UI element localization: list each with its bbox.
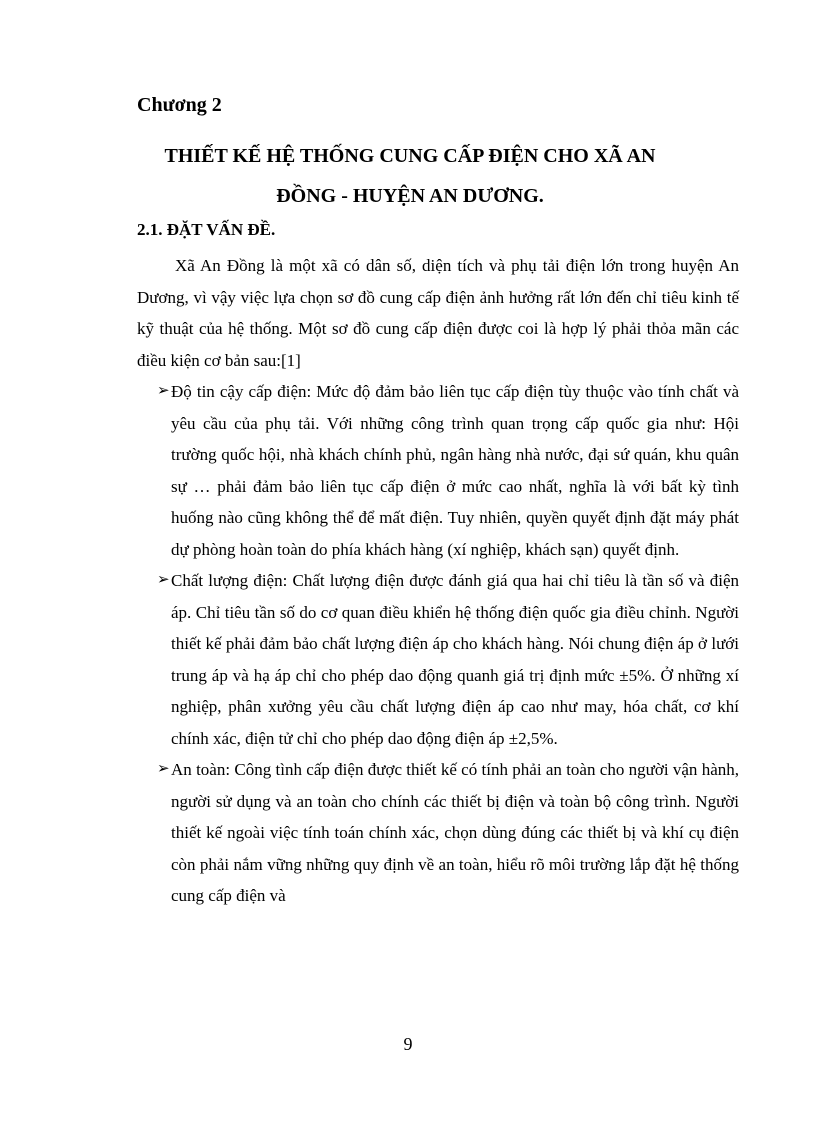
arrow-bullet-icon: ➢ xyxy=(157,572,170,588)
arrow-bullet-icon: ➢ xyxy=(157,383,170,399)
requirements-list xyxy=(137,376,739,912)
chapter-heading: Chương 2 xyxy=(137,94,222,116)
arrow-bullet-icon: ➢ xyxy=(157,761,170,777)
page-number: 9 xyxy=(403,1034,413,1054)
list-item-power-quality xyxy=(137,565,739,754)
list-item-text: Chất lượng điện: Chất lượng điện được đánh giá qua hai chỉ tiêu là tần số và điện áp. Chỉ tiêu tần số do cơ quan điều khiển hệ thống điện quốc gia điều chỉnh. Người thiết kế phải đảm bảo chất lượng điện áp cho khách hàng. Nói chung điện áp ở lưới trung áp và hạ áp chỉ cho phép dao động quanh giá trị định mức ±5%. Ở những xí nghiệp, phân xưởng yêu cầu chất lượng điện áp cao như may, hóa chất, cơ khí chính xác, điện tử chỉ cho phép dao động điện áp ±2,5%. xyxy=(171,571,739,748)
chapter-title-line-1: THIẾT KẾ HỆ THỐNG CUNG CẤP ĐIỆN CHO XÃ AN xyxy=(164,145,656,167)
list-item-text: Độ tin cậy cấp điện: Mức độ đảm bảo liên tục cấp điện tùy thuộc vào tính chất và yêu cầu của phụ tải. Với những công trình quan trọng cấp quốc gia như: Hội trường quốc hội, nhà khách chính phủ, ngân hàng nhà nước, đại sứ quán, khu quân sự … phải đảm bảo liên tục cấp điện ở mức cao nhất, nghĩa là với bất kỳ tình huống nào cũng không thể để mất điện. Tuy nhiên, quyền quyết định đặt máy phát dự phòng hoàn toàn do phía khách hàng (xí nghiệp, khách sạn) quyết định. xyxy=(171,382,739,559)
section-heading: 2.1. ĐẶT VẤN ĐỀ. xyxy=(137,220,276,239)
chapter-title-line-2: ĐỒNG - HUYỆN AN DƯƠNG. xyxy=(276,185,544,207)
chapter-title xyxy=(110,136,710,216)
intro-paragraph: Xã An Đồng là một xã có dân số, diện tích và phụ tải điện lớn trong huyện An Dương, vì vậy việc lựa chọn sơ đồ cung cấp điện ảnh hưởng rất lớn đến chỉ tiêu kinh tế kỹ thuật của hệ thống. Một sơ đồ cung cấp điện được coi là hợp lý phải thỏa mãn các điều kiện cơ bản sau:[1] xyxy=(137,256,739,370)
list-item-reliability xyxy=(137,376,739,565)
list-item-text: An toàn: Công tình cấp điện được thiết kế có tính phải an toàn cho người vận hành, người sử dụng và an toàn cho chính các thiết bị điện và toàn bộ công trình. Người thiết kế ngoài việc tính toán chính xác, chọn dùng đúng các thiết bị và khí cụ điện còn phải nắm vững những quy định về an toàn, hiểu rõ môi trường lắp đặt hệ thống cung cấp điện và xyxy=(171,760,739,905)
list-item-safety xyxy=(137,754,739,912)
